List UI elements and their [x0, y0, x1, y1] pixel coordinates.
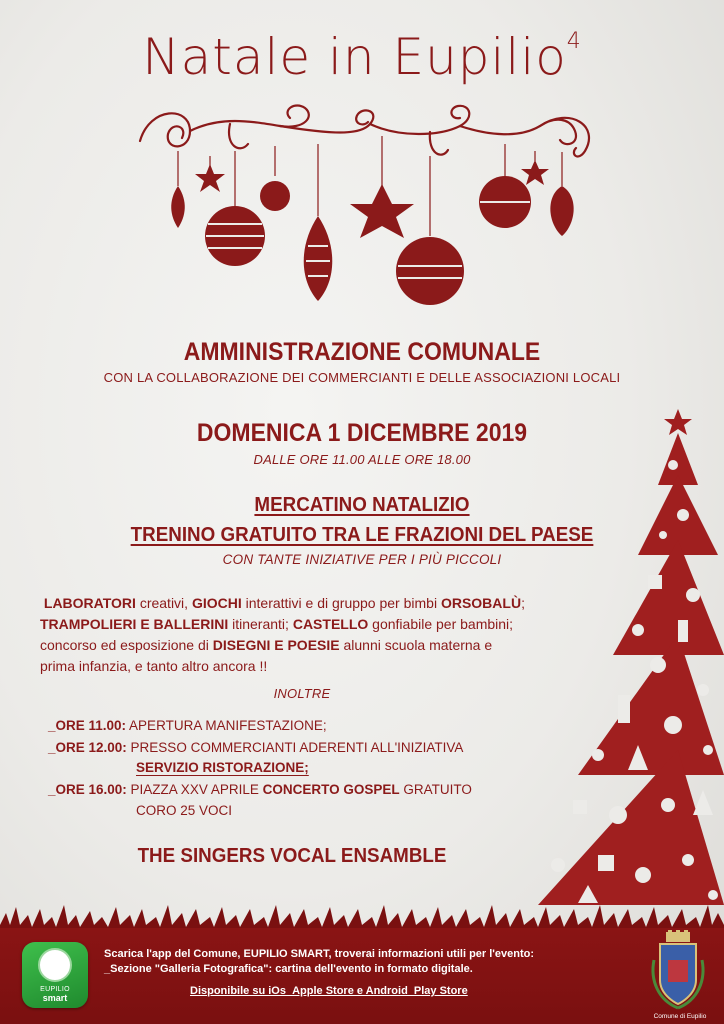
- highlight-line-1: MERCATINO NATALIZIO: [254, 494, 470, 516]
- organizer-subheading: CON LA COLLABORAZIONE DEI COMMERCIANTI E DELLE ASSOCIAZIONI LOCALI: [103, 370, 621, 385]
- schedule-item: _ORE 16.00: PIAZZA XXV APRILE CONCERTO GOSPEL GRATUITO: [48, 782, 472, 797]
- christmas-tree-icon: [478, 405, 724, 925]
- footer-band: [0, 928, 724, 1024]
- town-crest-icon: [648, 930, 708, 1014]
- poster-title: Natale in Eupilio$^4$: [142, 28, 582, 86]
- activities-paragraph: LABORATORI creativi, GIOCHI interattivi e di gruppo per bimbi ORSOBALÙ; TRAMPOLIERI E BALLERINI itineranti; CASTELLO gonfiabile per bambini; concorso ed esposizione di DISEGNI E POESIE alunni scuola materna e prima infanzia, e tanto altro ancora !!: [40, 595, 525, 674]
- footer-stores-link[interactable]: Disponibile su iOs_Apple Store e Android_Play Store: [190, 985, 468, 997]
- footer-info-line-1: Scarica l'app del Comune, EUPILIO SMART, troverai informazioni utili per l'evento:: [104, 948, 535, 960]
- crest-label: Comune di Eupilio: [653, 1013, 707, 1020]
- schedule-item-detail: CORO 25 VOCI: [136, 803, 233, 818]
- event-date: DOMENICA 1 DICEMBRE 2019: [196, 419, 528, 447]
- highlight-line-2: TRENINO GRATUITO TRA LE FRAZIONI DEL PAESE: [130, 524, 594, 546]
- schedule-item: _ORE 12.00: PRESSO COMMERCIANTI ADERENTI ALL'INIZIATIVA: [48, 740, 464, 755]
- inoltre-label: INOLTRE: [273, 686, 331, 701]
- schedule-item: _ORE 11.00: APERTURA MANIFESTAZIONE;: [48, 718, 327, 733]
- footer-info-line-2: _Sezione "Galleria Fotografica": cartina dell'evento in formato digitale.: [104, 963, 473, 975]
- app-crest-icon: [38, 948, 72, 982]
- event-hours: DALLE ORE 11.00 ALLE ORE 18.00: [253, 452, 471, 467]
- schedule-item-detail: SERVIZIO RISTORAZIONE;: [136, 760, 309, 775]
- performers: THE SINGERS VOCAL ENSAMBLE: [137, 845, 447, 867]
- highlight-tagline: CON TANTE INIZIATIVE PER I PIÙ PICCOLI: [222, 552, 502, 567]
- ornament-garland-icon: [130, 96, 600, 311]
- organizer-heading: AMMINISTRAZIONE COMUNALE: [183, 338, 541, 366]
- eupilio-smart-app-icon[interactable]: EUPILIO smart: [22, 942, 88, 1008]
